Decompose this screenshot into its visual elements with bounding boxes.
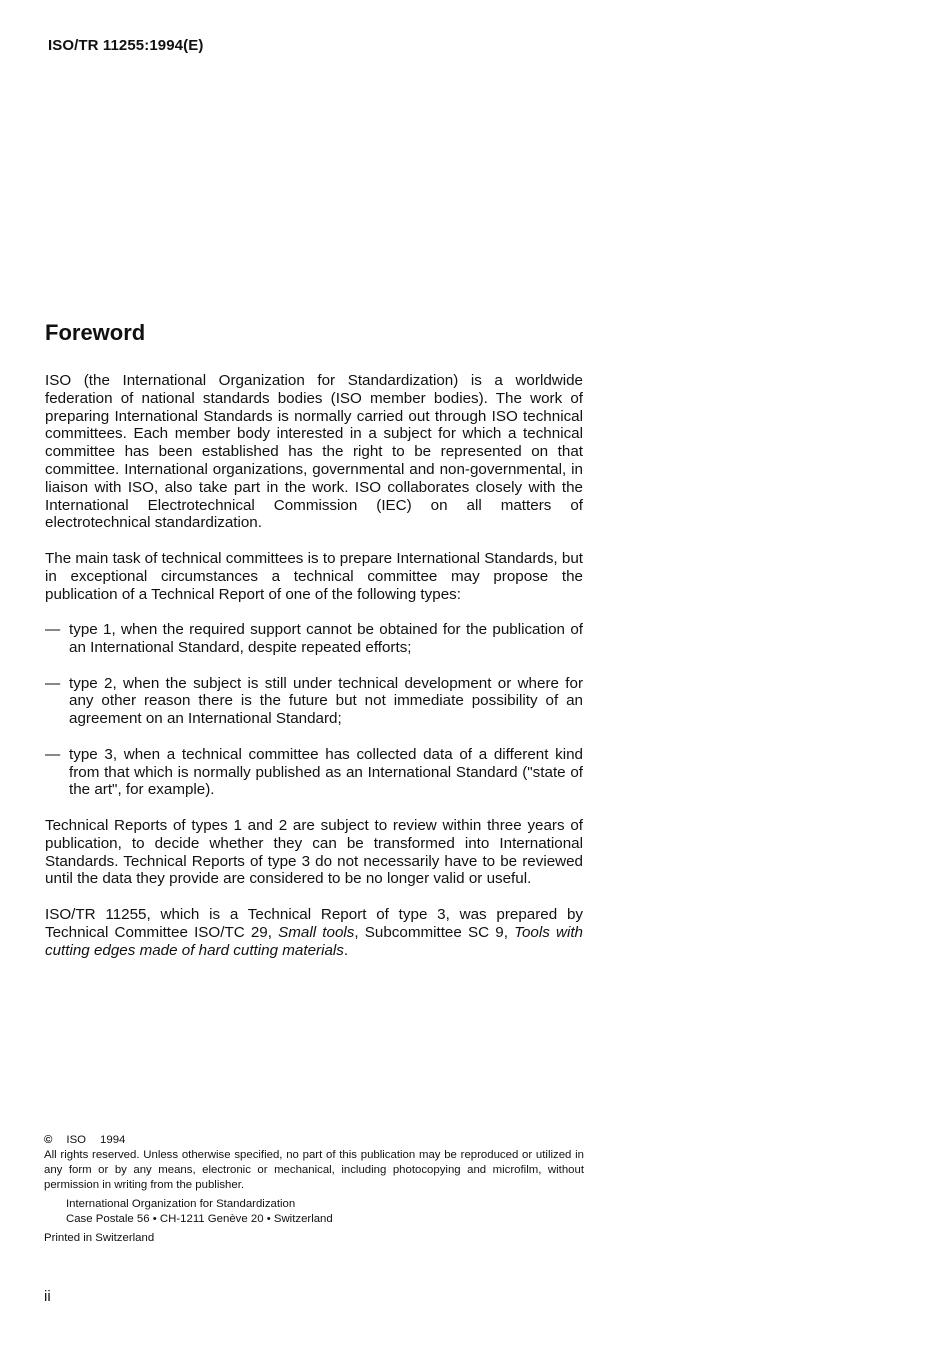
foreword-paragraph-2: The main task of technical committees is to prepare International Standards, but in exceptional circumstances a technical committee may propose the publication of a Technical Report of one of the following types:: [45, 549, 583, 603]
foreword-paragraph-3: Technical Reports of types 1 and 2 are subject to review within three years of publication, to decide whether they can be transformed into International Standards. Technical Reports of type 3 do not necessarily have to be reviewed until the data they provide are considered to be no longer valid or useful.: [45, 816, 583, 888]
page-number: ii: [44, 1288, 51, 1305]
paragraph-4-text-3: .: [343, 941, 349, 959]
list-item-text: type 2, when the subject is still under technical development or where for any other reason there is the future but not immediate possibility of an agreement on an International Standard;: [69, 674, 583, 728]
foreword-paragraph-4: [45, 906, 583, 959]
list-item-type-2: [45, 675, 583, 728]
dash-bullet: —: [45, 621, 61, 639]
small-tools-title: Small tools: [278, 923, 355, 941]
foreword-title: Foreword: [45, 320, 146, 345]
copyright-year: 1994: [100, 1134, 126, 1146]
list-item-text: type 1, when the required support cannot be obtained for the publication of an International Standard, despite repeated efforts;: [69, 621, 583, 656]
printed-in: Printed in Switzerland: [44, 1232, 155, 1244]
copyright-icon: ©: [44, 1134, 53, 1146]
postal-address: Case Postale 56 • CH-1211 Genève 20 • Switzerland: [66, 1213, 333, 1225]
list-item-type-3: [45, 746, 583, 799]
foreword-body: [45, 372, 583, 977]
rights-statement: All rights reserved. Unless otherwise specified, no part of this publication may be reproduced or utilized in any form or by any means, electronic or mechanical, including photocopying and microfilm, without permission in writing from the publisher.: [44, 1149, 584, 1191]
list-item-type-1: [45, 621, 583, 657]
subcommittee-title: Tools with cutting edges made of hard cutting materials: [45, 923, 584, 959]
paragraph-4-text-2: , Subcommittee SC 9,: [354, 923, 515, 941]
copyright-line: [44, 1133, 584, 1148]
paragraph-4-text-1: ISO/TR 11255, which is a Technical Report of type 3, was prepared by Technical Committee ISO/TC 29,: [45, 905, 583, 941]
copyright-owner: ISO: [66, 1134, 87, 1146]
document-id-header: ISO/TR 11255:1994(E): [48, 37, 204, 54]
publisher-address: [66, 1197, 584, 1227]
copyright-block: [44, 1133, 584, 1246]
dash-bullet: —: [45, 674, 61, 692]
list-item-text: type 3, when a technical committee has collected data of a different kind from that which is normally published as an International Standard ("state of the art", for example).: [69, 745, 583, 799]
publisher-name: International Organization for Standardization: [66, 1198, 296, 1210]
dash-bullet: —: [45, 745, 61, 763]
foreword-paragraph-1: ISO (the International Organization for Standardization) is a worldwide federation of national standards bodies (ISO member bodies). The work of preparing International Standards is normally carried out through ISO technical committees. Each member body interested in a subject for which a technical committee has been established has the right to be represented on that committee. International organizations, governmental and non-governmental, in liaison with ISO, also take part in the work. ISO collaborates closely with the International Electrotechnical Commission (IEC) on all matters of electrotechnical standardization.: [45, 372, 583, 532]
